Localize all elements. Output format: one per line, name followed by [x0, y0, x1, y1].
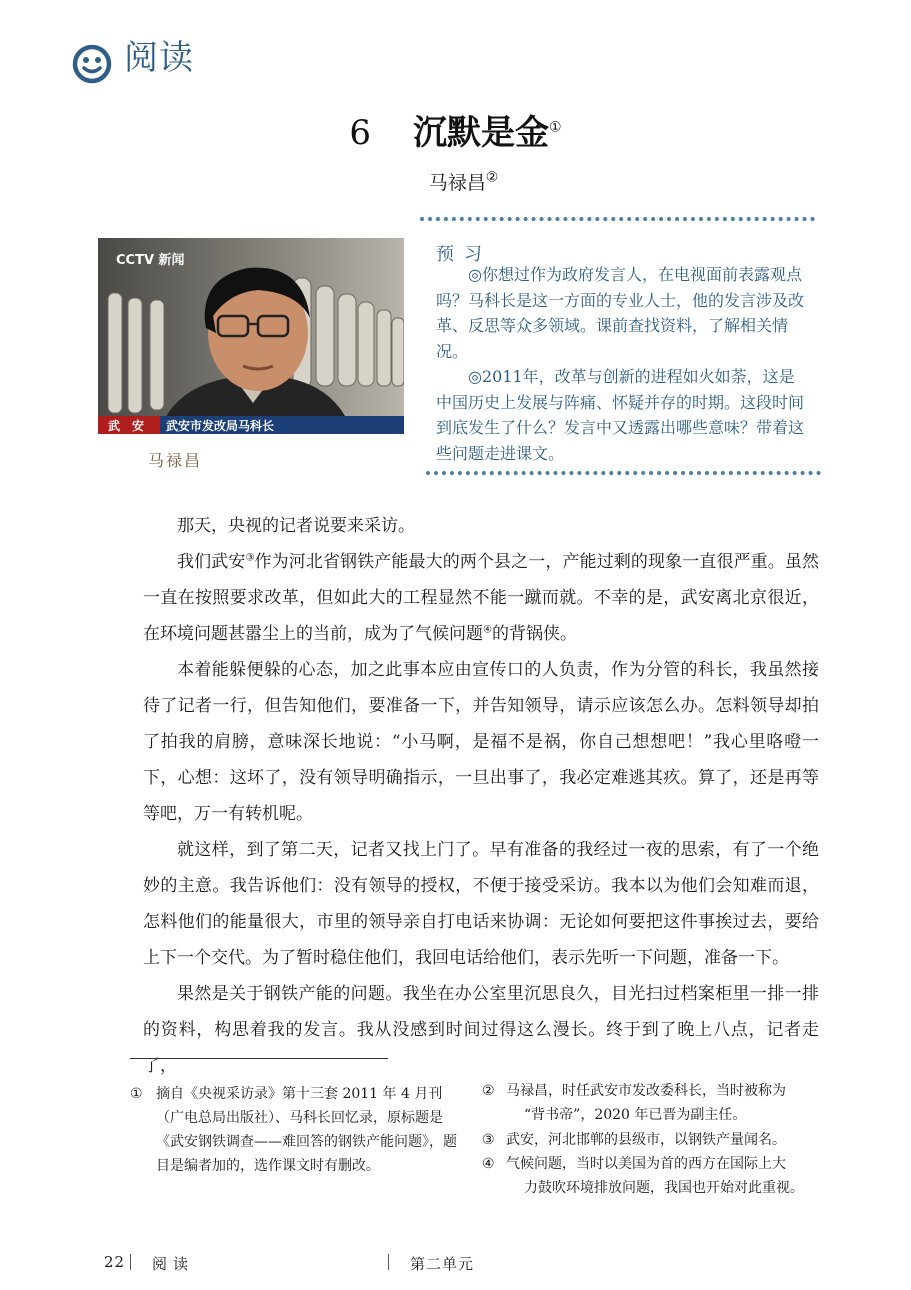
footnote-divider — [130, 1058, 388, 1059]
footnote-mark: ④ — [482, 1156, 495, 1172]
body-paragraph: 就这样，到了第二天，记者又找上门了。早有准备的我经过一夜的思索，有了一个绝妙的主意。我告诉他们：没有领导的授权，不便于接受采访。我本以为他们会知难而退，怎料他们的能量很大，市里的领导亲自打电话来协调：无论如何要把这件事挨过去，要给上下一个交代。为了暂时稳住他们，我回电话给他们，表示先听一下问题，准备一下。 — [143, 840, 819, 968]
svg-text:武 安: 武 安 — [108, 419, 145, 433]
footnote-mark: ② — [482, 1083, 495, 1099]
title-note-mark: ① — [549, 119, 562, 136]
preview-paragraph: ◎你想过作为政府发言人，在电视面前表露观点吗？马科长是这一方面的专业人士，他的发言涉及改革、反思等众多领域。课前查找资料，了解相关情况。 — [436, 265, 805, 361]
footer-divider — [388, 1254, 389, 1270]
note-mark: ④ — [483, 624, 492, 636]
body-paragraph: 我们武安③作为河北省钢铁产能最大的两个县之一，产能过剩的现象一直很严重。虽然一直在按照要求改革，但如此大的工程显然不能一蹴而就。不幸的是，武安离北京很近，在环境问题甚嚣尘上的当前，成为了气候问题④的背锅侠。 — [143, 552, 820, 644]
lesson-title — [0, 105, 911, 154]
footnote-2 — [482, 1079, 822, 1127]
smiley-face-icon — [72, 44, 112, 84]
body-paragraph: 本着能躲便躲的心态，加之此事本应由宣传口的人负责，作为分管的科长，我虽然接待了记者一行，但告知他们，要准备一下，并告知领导，请示应该怎么办。怎料领导却拍了拍我的肩膀，意味深长地说：“小马啊，是福不是祸，你自己想想吧！”我心里咯噔一下，心想：这坏了，没有领导明确指示，一旦出事了，我必定难逃其疚。算了，还是再等等吧，万一有转机呢。 — [143, 660, 819, 824]
author-note-mark: ② — [485, 169, 499, 186]
body-paragraph: 果然是关于钢铁产能的问题。我坐在办公室里沉思良久，目光扫过档案柜里一排一排的资料，构思着我的发言。我从没感到时间过得这么漫长。终于到了晚上八点，记者走了， — [143, 984, 819, 1076]
author-line — [0, 168, 911, 195]
preview-paragraph: ◎2011年，改革与创新的进程如火如荼，这是中国历史上发展与阵痛、怀疑并存的时期。这段时间到底发生了什么？发言中又透露出哪些意味？带着这些问题走进课文。 — [436, 367, 805, 463]
footnote-4 — [482, 1152, 822, 1200]
page-number: 22 — [104, 1253, 126, 1271]
section-label: 阅读 — [124, 38, 194, 78]
footer-book-title: 阅读 — [152, 1255, 195, 1273]
preview-bottom-border — [426, 471, 821, 475]
channel-logo: CCTV 新闻 — [116, 253, 185, 268]
lesson-number: 6 — [349, 113, 372, 153]
footnote-text: 气候问题，当时以美国为首的西方在国际上大 — [506, 1156, 786, 1172]
footer-unit: 第二单元 — [410, 1255, 475, 1273]
footnote-mark: ① — [130, 1086, 143, 1102]
body-paragraph: 那天，央视的记者说要来采访。 — [177, 516, 415, 536]
footnote-text: “背书帝”，2020 年已晋为副主任。 — [524, 1107, 747, 1123]
footnote-text: 力鼓吹环境排放问题，我国也开始对此重视。 — [524, 1180, 804, 1196]
preview-top-border — [420, 217, 815, 221]
footnote-1 — [130, 1082, 465, 1178]
photo-caption: 马禄昌 — [148, 451, 203, 470]
preview-heading: 预习 — [436, 244, 492, 265]
author-name: 马禄昌 — [428, 172, 486, 194]
title-text: 沉默是金 — [413, 113, 550, 153]
footnote-text: 马禄昌，时任武安市发改委科长，当时被称为 — [506, 1083, 786, 1099]
author-photo — [98, 238, 404, 434]
svg-text:武安市发改局马科长: 武安市发改局马科长 — [166, 419, 275, 433]
footnote-3 — [482, 1128, 822, 1152]
footnote-text: 摘自《央视采访录》第十三套 2011 年 4 月刊（广电总局出版社）、马科长回忆录，原标题是《武安钢铁调查——难回答的钢铁产能问题》，题目是编者加的，选作课文时有删改。 — [156, 1086, 457, 1174]
footnote-mark: ③ — [482, 1132, 495, 1148]
note-mark: ③ — [245, 552, 255, 564]
footnote-text: 武安，河北邯郸的县级市，以钢铁产量闻名。 — [506, 1132, 786, 1148]
footer-divider — [130, 1254, 131, 1270]
